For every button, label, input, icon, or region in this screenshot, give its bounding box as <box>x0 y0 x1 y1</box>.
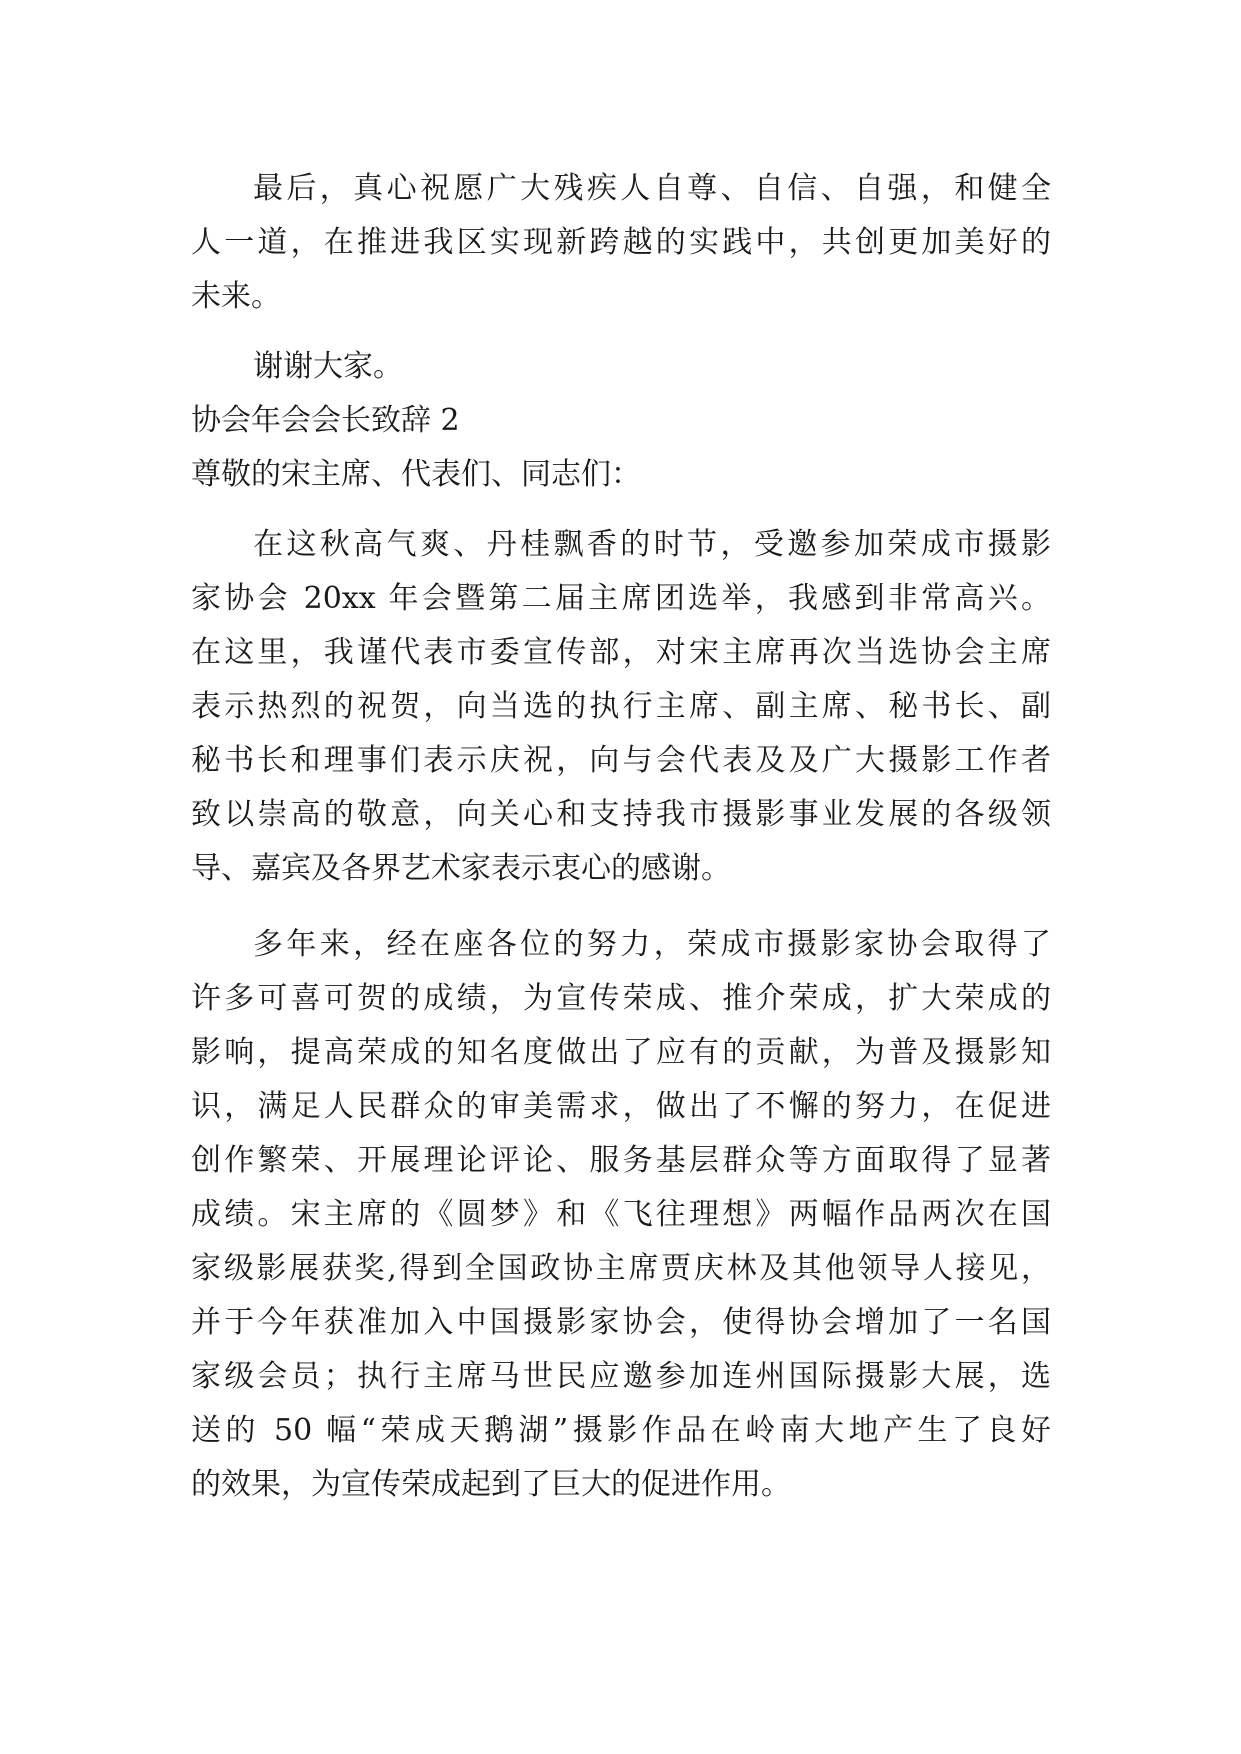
paragraph-line: 致以崇高的敬意，向关心和支持我市摄影事业发展的各级领 <box>191 797 1051 832</box>
paragraph-line: 成绩。宋主席的《圆梦》和《飞往理想》两幅作品两次在国 <box>191 1197 1051 1232</box>
paragraph-line: 人一道，在推进我区实现新跨越的实践中，共创更加美好的 <box>191 225 1051 260</box>
document-body <box>191 162 1051 1512</box>
salutation-text: 尊敬的宋主席、代表们、同志们： <box>191 457 641 492</box>
heading-text: 协会年会会长致辞 2 <box>191 403 460 438</box>
paragraph-line: 送的 50 幅“荣成天鹅湖”摄影作品在岭南大地产生了良好 <box>191 1413 1051 1448</box>
paragraph-line: 导、嘉宾及各界艺术家表示衷心的感谢。 <box>191 851 731 886</box>
paragraph-line: 影响，提高荣成的知名度做出了应有的贡献，为普及摄影知 <box>191 1035 1051 1070</box>
paragraph-line: 在这里，我谨代表市委宣传部，对宋主席再次当选协会主席 <box>191 635 1051 670</box>
paragraph-line: 未来。 <box>191 279 281 314</box>
paragraph-line: 秘书长和理事们表示庆祝，向与会代表及及广大摄影工作者 <box>191 743 1051 778</box>
paragraph-line: 创作繁荣、开展理论评论、服务基层群众等方面取得了显著 <box>191 1143 1051 1178</box>
paragraph-line: 谢谢大家。 <box>253 349 403 384</box>
paragraph-line: 许多可喜可贺的成绩，为宣传荣成、推介荣成，扩大荣成的 <box>191 981 1051 1016</box>
paragraph-line: 识，满足人民群众的审美需求，做出了不懈的努力，在促进 <box>191 1089 1051 1124</box>
paragraph-line: 的效果，为宣传荣成起到了巨大的促进作用。 <box>191 1467 791 1502</box>
paragraph-line: 表示热烈的祝贺，向当选的执行主席、副主席、秘书长、副 <box>191 689 1051 724</box>
paragraph-line: 家协会 20xx 年会暨第二届主席团选举，我感到非常高兴。 <box>191 581 1051 616</box>
paragraph-line: 在这秋高气爽、丹桂飘香的时节，受邀参加荣成市摄影 <box>253 527 1051 562</box>
closing-paragraph <box>191 162 1051 324</box>
thanks-paragraph <box>191 340 1051 394</box>
section-heading <box>191 394 1051 448</box>
paragraph-line: 家级影展获奖,得到全国政协主席贾庆林及其他领导人接见， <box>191 1251 1051 1286</box>
speech-paragraph-2 <box>191 918 1051 1512</box>
speech-paragraph-1 <box>191 518 1051 896</box>
paragraph-line: 最后，真心祝愿广大残疾人自尊、自信、自强，和健全 <box>253 171 1051 206</box>
paragraph-line: 多年来，经在座各位的努力，荣成市摄影家协会取得了 <box>253 927 1051 962</box>
paragraph-line: 家级会员；执行主席马世民应邀参加连州国际摄影大展，选 <box>191 1359 1051 1394</box>
paragraph-line: 并于今年获准加入中国摄影家协会，使得协会增加了一名国 <box>191 1305 1051 1340</box>
salutation <box>191 448 1051 502</box>
